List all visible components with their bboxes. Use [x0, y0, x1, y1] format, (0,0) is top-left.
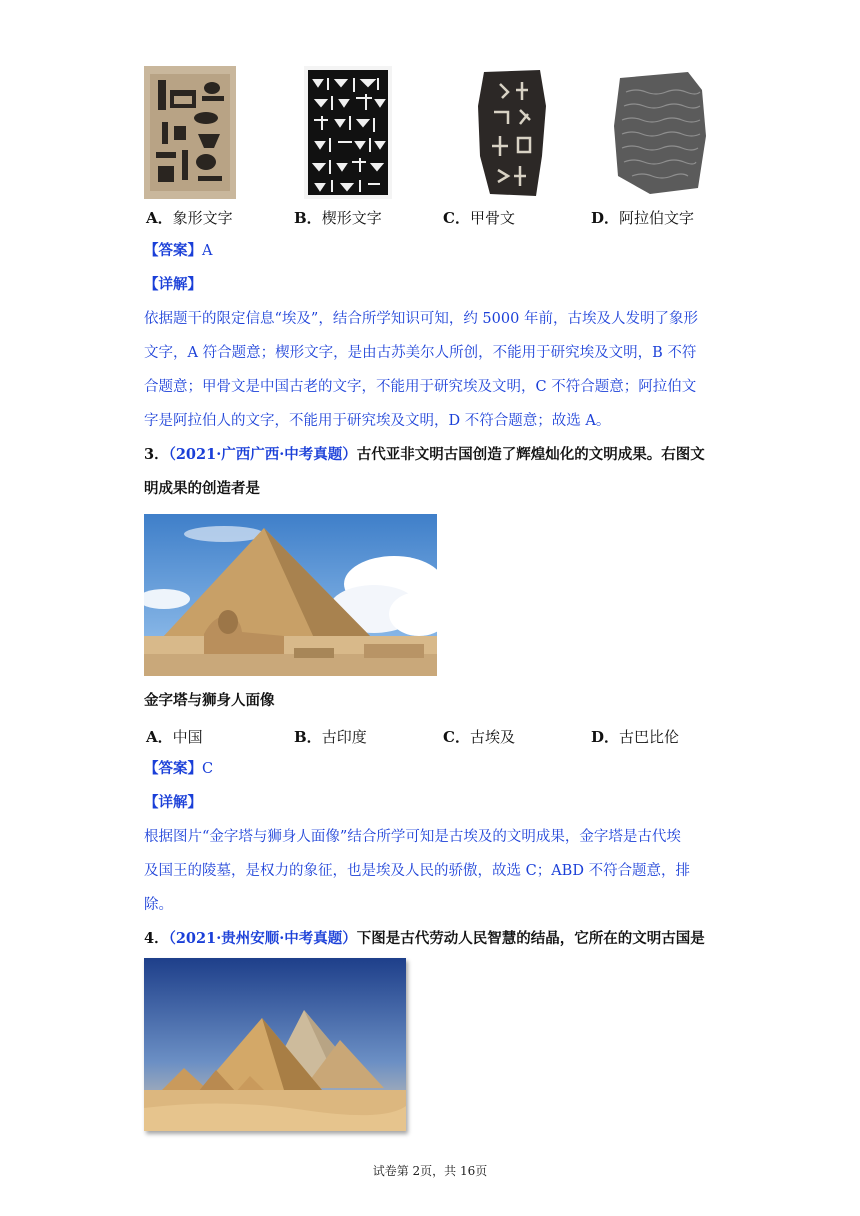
pyramid-sphinx-image [144, 514, 437, 676]
option-letter: D． [591, 728, 620, 746]
q3-detail-line: 除。 [144, 897, 173, 913]
giza-pyramids-image [144, 958, 406, 1131]
option-letter: C． [443, 209, 470, 227]
q3-detail-line: 及国王的陵墓，是权力的象征，也是埃及人民的骄傲，故选 C；ABD 不符合题意，排 [144, 863, 691, 879]
question-source: （2021·广西广西·中考真题） [168, 446, 357, 463]
option-letter: B． [294, 728, 322, 746]
option-text: 古巴比伦 [619, 728, 680, 746]
q2-option-d [591, 207, 694, 228]
option-letter: D． [591, 209, 620, 227]
q2-answer [144, 234, 212, 268]
option-letter: B． [294, 209, 322, 227]
question-stem: 古代亚非文明古国创造了辉煌灿化的文明成果。右图文 [356, 446, 705, 463]
option-text: 古埃及 [469, 728, 515, 746]
q2-detail-label: 【详解】 [144, 276, 202, 293]
q4-stem-line [144, 922, 705, 956]
q3-stem-line [144, 438, 705, 472]
q3-option-d [591, 726, 679, 747]
option-text: 阿拉伯文字 [619, 209, 695, 227]
answer-value: A [202, 243, 213, 259]
option-text: 甲骨文 [469, 209, 515, 227]
q2-detail-line: 字是阿拉伯人的文字，不能用于研究埃及文明，D 不符合题意；故选 A。 [144, 413, 611, 429]
q2-detail-line: 合题意；甲骨文是中国古老的文字，不能用于研究埃及文明，C 不符合题意；阿拉伯文 [144, 379, 697, 395]
cuneiform-tablet-image [304, 66, 392, 199]
option-text: 中国 [172, 728, 203, 746]
question-stem: 下图是古代劳动人民智慧的结晶，它所在的文明古国是 [356, 930, 705, 947]
option-letter: A． [146, 209, 173, 227]
hieroglyph-stone-image [144, 66, 236, 199]
q3-caption: 金字塔与狮身人面像 [144, 692, 275, 709]
q2-option-b [294, 207, 382, 228]
option-text: 古印度 [321, 728, 367, 746]
answer-value: C [202, 761, 214, 777]
option-letter: C． [443, 728, 470, 746]
question-number: 3． [144, 446, 169, 463]
q2-option-a [146, 207, 233, 228]
option-text: 楔形文字 [321, 209, 382, 227]
page-footer: 试卷第 2页，共 16页 [372, 1164, 488, 1178]
oracle-bone-image [470, 66, 552, 199]
q3-detail-label: 【详解】 [144, 794, 202, 811]
option-text: 象形文字 [172, 209, 233, 227]
q3-answer [144, 752, 213, 786]
q3-option-a [146, 726, 203, 747]
q3-stem-line2: 明成果的创造者是 [144, 480, 260, 497]
arabic-manuscript-image [610, 66, 710, 199]
q2-detail-line: 依据题干的限定信息“埃及”，结合所学知识可知，约 5000 年前，古埃及人发明了象形 [144, 311, 698, 327]
answer-label: 【答案】 [144, 760, 202, 777]
q3-detail-line: 根据图片“金字塔与狮身人面像”结合所学可知是古埃及的文明成果，金字塔是古代埃 [144, 829, 681, 845]
answer-label: 【答案】 [144, 242, 202, 259]
q3-option-b [294, 726, 367, 747]
option-letter: A． [146, 728, 173, 746]
question-source: （2021·贵州安顺·中考真题） [168, 930, 357, 947]
question-number: 4． [144, 930, 169, 947]
q2-detail-line: 文字，A 符合题意；楔形文字，是由古苏美尔人所创，不能用于研究埃及文明，B 不符 [144, 345, 697, 361]
q3-option-c [443, 726, 515, 747]
q2-option-c [443, 207, 515, 228]
